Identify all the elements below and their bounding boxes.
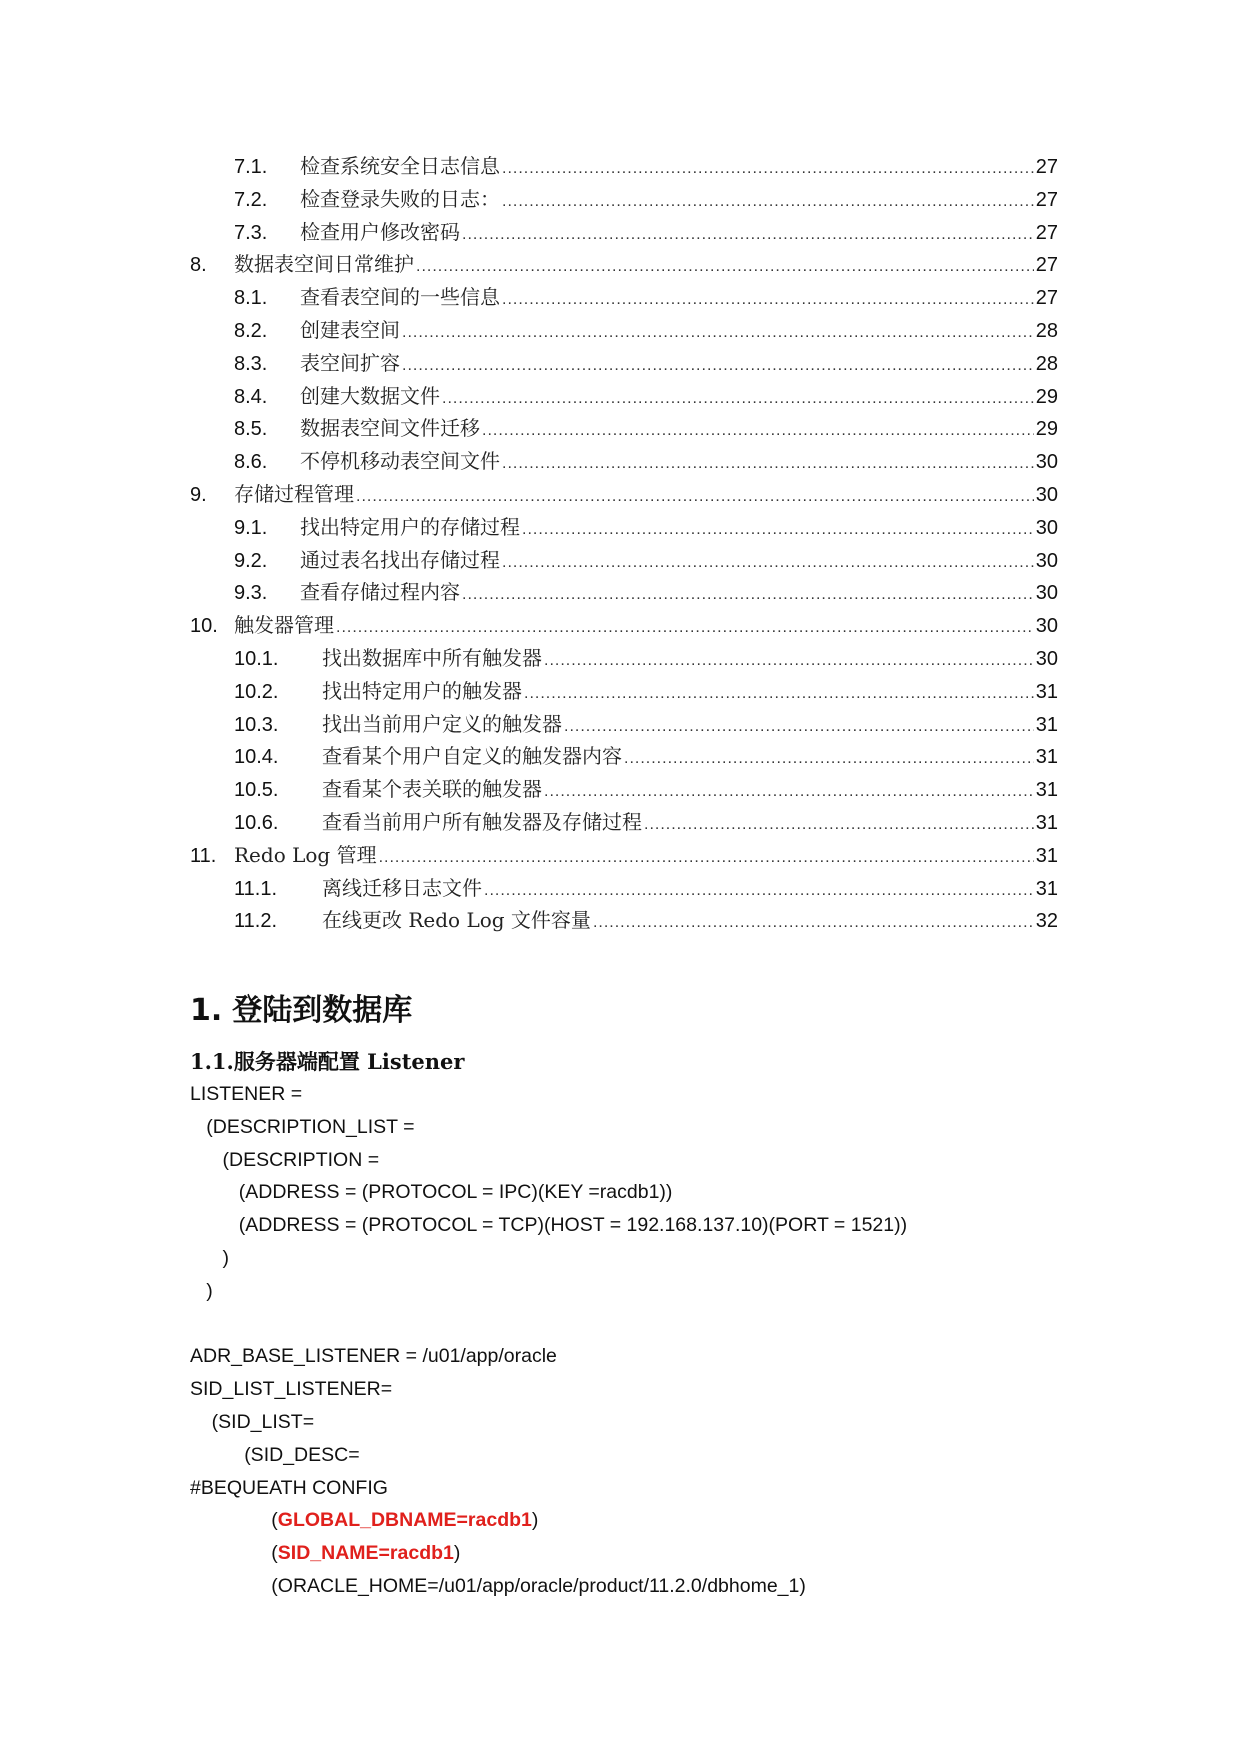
toc-dot-leader (593, 907, 1034, 940)
config-line (190, 1078, 907, 1111)
toc-entry-number: 8.2. (234, 319, 268, 342)
toc-entry-title: 检查系统安全日志信息 (300, 154, 500, 178)
config-indent (190, 1575, 271, 1597)
config-line (190, 1570, 907, 1603)
toc-entry[interactable] (190, 609, 1058, 642)
toc-entry[interactable] (190, 347, 1058, 380)
toc-entry-title: 查看某个表关联的触发器 (322, 777, 542, 802)
toc-entry-page: 27 (1035, 287, 1058, 310)
toc-entry-number: 9.3. (234, 582, 268, 605)
toc-entry-page: 31 (1035, 713, 1058, 736)
toc-dot-leader (502, 153, 1034, 186)
toc-entry-page: 30 (1035, 647, 1058, 670)
config-text: (SID_LIST= (211, 1410, 315, 1433)
config-indent (190, 1214, 239, 1236)
toc-entry-number: 8.6. (234, 451, 268, 474)
config-line (190, 1504, 907, 1537)
toc-entry[interactable] (190, 642, 1058, 675)
config-highlight: GLOBAL_DBNAME=racdb1 (277, 1509, 532, 1532)
toc-entry[interactable] (190, 478, 1058, 511)
config-text: (ORACLE_HOME=/u01/app/oracle/product/11.2.0/dbhome_1) (271, 1574, 806, 1597)
config-text: ( (271, 1509, 278, 1532)
toc-entry[interactable] (190, 412, 1058, 445)
toc-entry-title: 找出数据库中所有触发器 (322, 645, 542, 670)
toc-entry-page: 27 (1035, 221, 1058, 244)
toc-entry-number: 7.2. (234, 188, 268, 211)
toc-entry-page: 27 (1035, 156, 1058, 178)
toc-dot-leader (502, 547, 1034, 580)
toc-entry-number: 10.4. (234, 746, 279, 769)
toc-entry[interactable] (190, 576, 1058, 609)
toc-entry-page: 31 (1035, 877, 1058, 900)
toc-entry[interactable] (190, 544, 1058, 577)
toc-dot-leader (502, 284, 1034, 317)
toc-entry[interactable] (190, 183, 1058, 216)
toc-entry-page: 31 (1035, 779, 1058, 802)
toc-entry-title: 找出特定用户的触发器 (322, 678, 522, 703)
toc-entry-page: 31 (1035, 844, 1058, 867)
toc-dot-leader (544, 776, 1034, 809)
config-indent (190, 1247, 223, 1269)
config-indent (190, 1509, 271, 1531)
config-indent (190, 1181, 239, 1203)
toc-entry[interactable] (190, 740, 1058, 773)
config-indent (190, 1444, 244, 1466)
toc-dot-leader (564, 711, 1034, 744)
config-indent (190, 1149, 223, 1171)
toc-dot-leader (502, 448, 1034, 481)
toc-entry-page: 29 (1035, 385, 1058, 408)
toc-dot-leader (462, 219, 1034, 252)
toc-entry-title: 查看当前用户所有触发器及存储过程 (322, 809, 642, 834)
toc-entry-title: 离线迁移日志文件 (322, 875, 482, 900)
toc-entry[interactable] (190, 708, 1058, 741)
toc-entry-number: 9.1. (234, 516, 268, 539)
config-line (190, 1209, 907, 1242)
toc-entry-page: 30 (1035, 451, 1058, 474)
toc-dot-leader (502, 186, 1034, 219)
toc-entry-number: 11.1. (234, 877, 277, 900)
toc-dot-leader (644, 809, 1034, 842)
toc-entry[interactable] (190, 380, 1058, 413)
toc-entry-title: 创建表空间 (300, 317, 400, 342)
toc-entry-number: 7.3. (234, 221, 268, 244)
toc-entry-number: 8.1. (234, 287, 268, 310)
toc-dot-leader (484, 875, 1034, 908)
config-line (190, 1144, 907, 1177)
toc-dot-leader (462, 579, 1034, 612)
subsection-heading: 1.1.服务器端配置 Listener (190, 1049, 465, 1074)
config-line (190, 1308, 907, 1341)
toc-entry-number: 10.2. (234, 680, 279, 703)
toc-entry[interactable] (190, 281, 1058, 314)
config-text: (SID_DESC= (244, 1443, 360, 1466)
config-indent (190, 1280, 206, 1302)
toc-entry-page: 30 (1035, 483, 1058, 506)
config-indent (190, 1411, 212, 1433)
listener-config-block (190, 1078, 907, 1603)
toc-dot-leader (336, 612, 1034, 645)
toc-entry-page: 27 (1035, 254, 1058, 277)
toc-dot-leader (524, 678, 1034, 711)
config-line (190, 1275, 907, 1308)
toc-entry-number: 9.2. (234, 549, 268, 572)
toc-entry-number: 9. (190, 483, 207, 506)
toc-entry[interactable] (190, 773, 1058, 806)
toc-entry-page: 30 (1035, 549, 1058, 572)
toc-entry-title: 数据表空间文件迁移 (300, 416, 480, 441)
config-line (190, 1406, 907, 1439)
toc-entry-number: 8.5. (234, 418, 268, 441)
toc-entry-title: 检查登录失败的日志： (300, 186, 500, 211)
toc-dot-leader (544, 645, 1034, 678)
config-highlight: SID_NAME=racdb1 (277, 1542, 454, 1565)
config-text: ADR_BASE_LISTENER = /u01/app/oracle (190, 1345, 557, 1368)
toc-entry-page: 29 (1035, 418, 1058, 441)
toc-entry-title: 不停机移动表空间文件 (300, 449, 500, 474)
config-indent (190, 1542, 271, 1564)
toc-entry[interactable] (190, 904, 1058, 937)
toc-entry[interactable] (190, 806, 1058, 839)
config-text: LISTENER = (190, 1083, 303, 1105)
config-indent (190, 1116, 206, 1138)
toc-entry-title: 找出特定用户的存储过程 (300, 514, 520, 539)
toc-entry[interactable] (190, 511, 1058, 544)
toc-dot-leader (356, 481, 1034, 514)
toc-entry-number: 8. (190, 254, 207, 277)
config-line (190, 1340, 907, 1373)
toc-entry-title: 查看某个用户自定义的触发器内容 (322, 744, 622, 769)
toc-dot-leader (379, 842, 1034, 875)
table-of-contents (190, 150, 1058, 937)
toc-dot-leader (442, 383, 1034, 416)
config-line (190, 1111, 907, 1144)
toc-entry-number: 7.1. (234, 156, 268, 178)
toc-entry[interactable] (190, 872, 1058, 905)
toc-dot-leader (402, 350, 1034, 383)
toc-entry-number: 11. (190, 844, 217, 867)
toc-entry-page: 28 (1035, 352, 1058, 375)
toc-dot-leader (402, 317, 1034, 350)
toc-entry-page: 31 (1035, 680, 1058, 703)
toc-entry-number: 8.4. (234, 385, 268, 408)
toc-entry-number: 10.3. (234, 713, 279, 736)
toc-entry-title: 检查用户修改密码 (300, 219, 460, 244)
toc-entry-page: 31 (1035, 746, 1058, 769)
toc-entry-title: 查看表空间的一些信息 (300, 285, 500, 310)
toc-entry[interactable] (190, 216, 1058, 249)
toc-entry-title: 找出当前用户定义的触发器 (322, 711, 562, 736)
toc-entry[interactable] (190, 150, 1058, 183)
toc-entry-number: 11.2. (234, 910, 277, 933)
toc-entry[interactable] (190, 445, 1058, 478)
config-line (190, 1373, 907, 1406)
toc-entry-page: 28 (1035, 319, 1058, 342)
toc-dot-leader (522, 514, 1034, 547)
toc-entry-title: 存储过程管理 (234, 481, 354, 506)
section-number: 1. (190, 993, 223, 1028)
toc-entry-number: 10. (190, 615, 218, 638)
toc-entry-title: 表空间扩容 (300, 350, 400, 375)
toc-entry-page: 30 (1035, 615, 1058, 638)
toc-entry[interactable] (190, 839, 1058, 872)
toc-entry-page: 32 (1035, 910, 1058, 933)
section-title: 登陆到数据库 (232, 993, 413, 1028)
toc-entry-title: 触发器管理 (234, 613, 334, 638)
toc-entry[interactable] (190, 675, 1058, 708)
config-text: (DESCRIPTION_LIST = (206, 1115, 415, 1138)
toc-dot-leader (416, 251, 1034, 284)
toc-entry-page: 27 (1035, 188, 1058, 211)
toc-entry-number: 10.1. (234, 647, 279, 670)
section-heading (190, 985, 412, 1029)
config-line (190, 1242, 907, 1275)
toc-entry[interactable] (190, 248, 1058, 281)
toc-entry-page: 30 (1035, 516, 1058, 539)
toc-dot-leader (482, 415, 1034, 448)
toc-entry[interactable] (190, 314, 1058, 347)
config-line (190, 1176, 907, 1209)
config-text: (ADDRESS = (PROTOCOL = TCP)(HOST = 192.168.137.10)(PORT = 1521)) (238, 1214, 908, 1237)
toc-entry-title: 创建大数据文件 (300, 383, 440, 408)
config-text: SID_LIST_LISTENER= (190, 1378, 393, 1401)
config-text: #BEQUEATH CONFIG (190, 1476, 388, 1499)
toc-entry-title: 数据表空间日常维护 (234, 252, 414, 277)
config-text: ( (271, 1542, 278, 1565)
config-line (190, 1439, 907, 1472)
toc-entry-number: 10.6. (234, 811, 279, 834)
config-line (190, 1472, 907, 1505)
config-text-suffix: ) (453, 1542, 461, 1565)
toc-entry-title: 查看存储过程内容 (300, 580, 460, 605)
toc-entry-number: 10.5. (234, 779, 279, 802)
toc-entry-title: 通过表名找出存储过程 (300, 547, 500, 572)
toc-entry-page: 30 (1035, 582, 1058, 605)
toc-entry-title: Redo Log 管理 (234, 842, 377, 867)
config-text: ) (206, 1279, 213, 1302)
config-line (190, 1537, 907, 1570)
toc-entry-page: 31 (1035, 811, 1058, 834)
config-text: ) (222, 1246, 230, 1269)
toc-dot-leader (624, 743, 1034, 776)
toc-entry-title: 在线更改 Redo Log 文件容量 (322, 908, 591, 933)
config-text-suffix: ) (531, 1509, 539, 1532)
config-text: (ADDRESS = (PROTOCOL = IPC)(KEY =racdb1)) (238, 1181, 673, 1204)
toc-entry-number: 8.3. (234, 352, 268, 375)
config-text: (DESCRIPTION = (222, 1148, 380, 1171)
